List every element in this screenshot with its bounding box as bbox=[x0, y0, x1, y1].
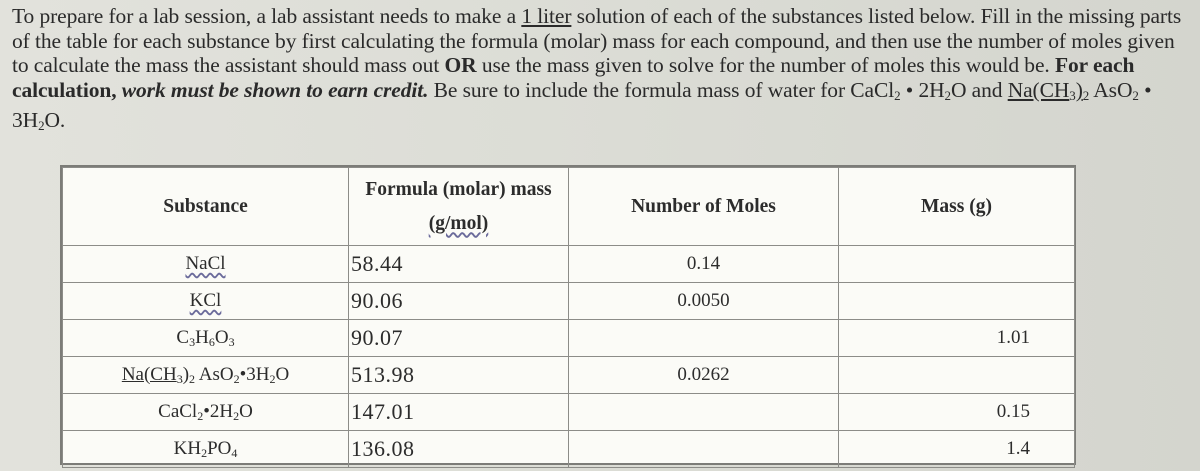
moles-cell[interactable] bbox=[569, 320, 839, 357]
table-row bbox=[63, 357, 1075, 394]
instr-sub: 2 bbox=[38, 118, 45, 134]
header-molar-mass-unit: (g/mol) bbox=[428, 212, 489, 234]
instr-na-close: ) bbox=[1075, 77, 1083, 102]
instr-text-6: O and bbox=[950, 77, 1008, 102]
mass-cell[interactable] bbox=[839, 283, 1075, 320]
mass-cell[interactable]: 1.01 bbox=[839, 320, 1075, 357]
substance-cell bbox=[63, 283, 349, 320]
instr-text-4: Be sure to include the formula mass of water for CaCl bbox=[428, 77, 895, 102]
instr-text-2: solution of each of the substances listed below. Fill in the missing parts of the table for each substance by first calculating the formula (molar) mass for each compound, and then use the number of moles given to calculate the mass the assistant should mass out bbox=[12, 4, 1182, 78]
instr-sub: 2 bbox=[894, 87, 901, 103]
substance-cell bbox=[63, 320, 349, 357]
mass-cell[interactable] bbox=[839, 246, 1075, 283]
molar-mass-cell[interactable]: 90.06 bbox=[349, 283, 569, 320]
substance-cell bbox=[63, 246, 349, 283]
molar-mass-cell[interactable]: 136.08 bbox=[349, 431, 569, 468]
instr-bold-each: For each calculation, bbox=[12, 53, 1135, 102]
moles-cell[interactable] bbox=[569, 431, 839, 468]
instructions-paragraph bbox=[12, 4, 1182, 139]
substance-name: KCl bbox=[189, 290, 222, 311]
moles-cell[interactable]: 0.0262 bbox=[569, 357, 839, 394]
substance-name: $CaCl_2•2H_2O$ bbox=[158, 400, 253, 423]
instr-text-5: • 2H bbox=[900, 77, 945, 102]
instr-liter: 1 liter bbox=[521, 4, 572, 28]
instr-text-8: • 3H bbox=[12, 77, 1152, 133]
instr-text-1: To prepare for a lab session, a lab assistant needs to make a bbox=[12, 4, 522, 28]
molar-mass-cell[interactable]: 90.07 bbox=[349, 320, 569, 357]
moles-cell[interactable] bbox=[569, 394, 839, 431]
substance-name: NaCl bbox=[185, 253, 226, 274]
molar-mass-cell[interactable]: 513.98 bbox=[349, 357, 569, 394]
mass-cell[interactable] bbox=[839, 357, 1075, 394]
substance-table bbox=[60, 165, 1076, 465]
mass-cell[interactable]: 1.4 bbox=[839, 431, 1075, 468]
moles-cell[interactable]: 0.14 bbox=[569, 246, 839, 283]
mass-cell[interactable]: 0.15 bbox=[839, 394, 1075, 431]
table-row bbox=[63, 394, 1075, 431]
instr-sub: 3 bbox=[1069, 87, 1076, 103]
instr-work-shown: work must be shown to earn credit. bbox=[121, 77, 429, 102]
header-mass: Mass (g) bbox=[839, 168, 1075, 246]
moles-cell[interactable]: 0.0050 bbox=[569, 283, 839, 320]
table-header-row bbox=[63, 168, 1075, 246]
substance-cell bbox=[63, 394, 349, 431]
table-row bbox=[63, 283, 1075, 320]
molar-mass-cell[interactable]: 58.44 bbox=[349, 246, 569, 283]
substance-name: $KH_2PO_4$ bbox=[173, 437, 238, 460]
instr-na-text: Na(CH bbox=[1007, 77, 1070, 102]
table-row bbox=[63, 431, 1075, 468]
instr-sub: 2 bbox=[944, 87, 951, 103]
table-row bbox=[63, 320, 1075, 357]
instr-text-9: O. bbox=[44, 108, 66, 133]
instr-sub: 2 bbox=[1082, 87, 1090, 103]
table-row bbox=[63, 246, 1075, 283]
substance-name: $Na(CH_3)_2$ $AsO_2•3H_2O$ bbox=[121, 363, 290, 386]
instr-na-formula bbox=[1008, 78, 1083, 102]
substance-name: $C_3H_6O_3$ bbox=[176, 326, 235, 349]
instr-text-3: use the mass given to solve for the number of moles this would be. bbox=[476, 53, 1055, 78]
header-substance: Substance bbox=[63, 168, 349, 246]
header-moles: Number of Moles bbox=[569, 168, 839, 246]
substance-cell bbox=[63, 431, 349, 468]
instr-sub: 2 bbox=[1132, 87, 1139, 103]
substance-cell bbox=[63, 357, 349, 394]
header-molar-mass bbox=[349, 168, 569, 246]
header-molar-mass-line1: Formula (molar) mass bbox=[365, 178, 552, 200]
instr-text-7: AsO bbox=[1089, 77, 1133, 102]
instr-or: OR bbox=[444, 53, 477, 78]
molar-mass-cell[interactable]: 147.01 bbox=[349, 394, 569, 431]
